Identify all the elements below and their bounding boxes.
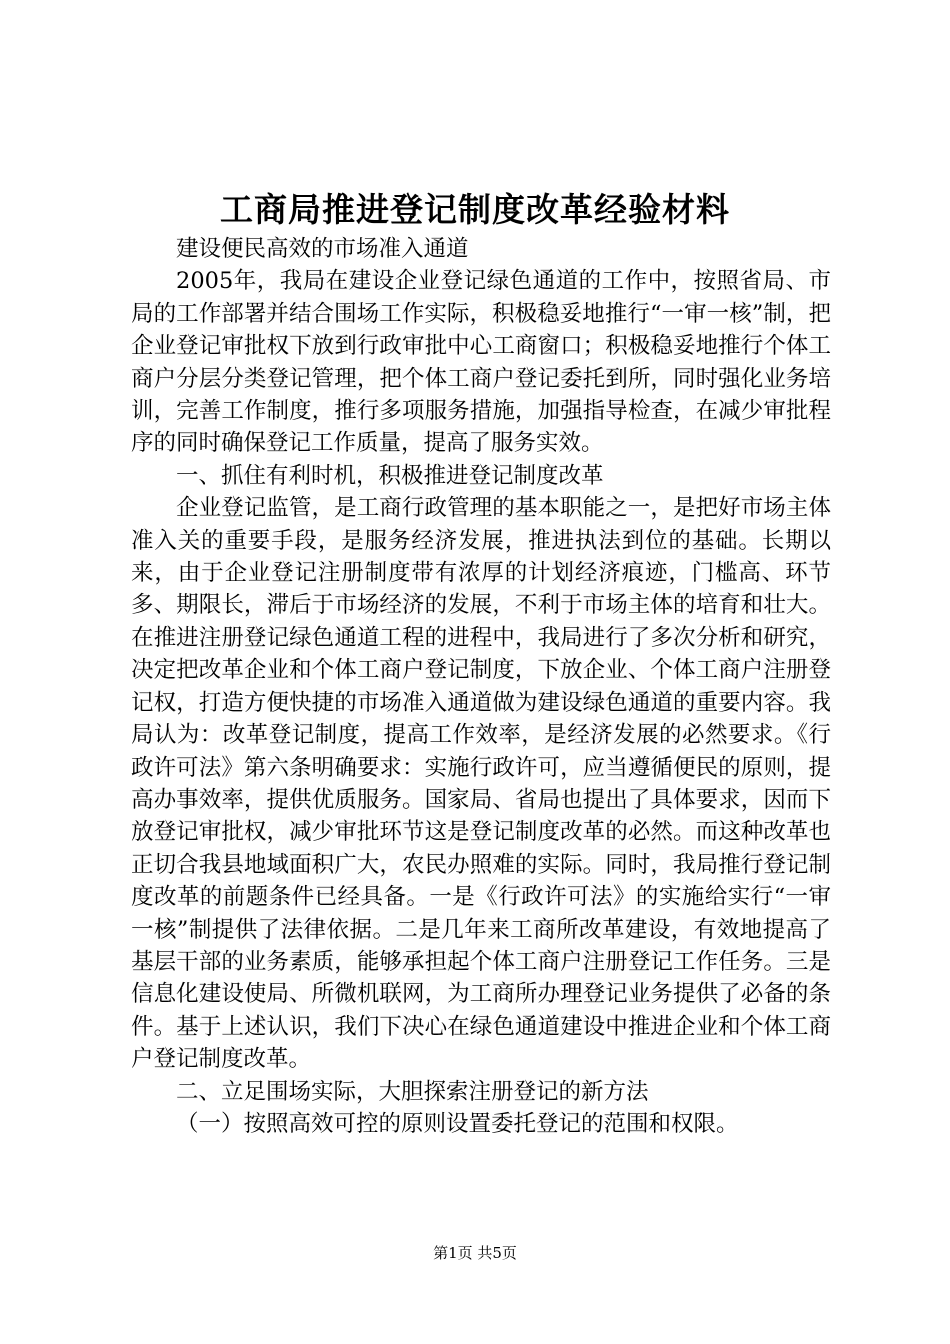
document-body — [131, 233, 831, 1140]
document-title: 工商局推进登记制度改革经验材料 — [220, 190, 730, 229]
page-footer: 第1页 共5页 — [433, 1244, 517, 1262]
paragraph-subtitle: 建设便民高效的市场准入通道 — [176, 236, 469, 262]
section-heading-1: 一、抓住有利时机，积极推进登记制度改革 — [176, 462, 604, 489]
subsection-heading-1: （一）按照高效可控的原则设置委托登记的范围和权限。 — [176, 1110, 739, 1137]
paragraph-intro: 2005年，我局在建设企业登记绿色通道的工作中，按照省局、市局的工作部署并结合围场工作实际，积极稳妥地推行“一审一核”制，把企业登记审批权下放到行政审批中心工商窗口；积极稳妥地推行个体工商户分层分类登记管理，把个体工商户登记委托到所，同时强化业务培训，完善工作制度，推行多项服务措施，加强指导检查，在减少审批程序的同时确保登记工作质量，提高了服务实效。 — [131, 268, 831, 457]
paragraph-section-1: 企业登记监管，是工商行政管理的基本职能之一，是把好市场主体准入关的重要手段，是服务经济发展，推进执法到位的基础。长期以来，由于企业登记注册制度带有浓厚的计划经济痕迹，门槛高、环节多、期限长，滞后于市场经济的发展，不利于市场主体的培育和壮大。在推进注册登记绿色通道工程的进程中，我局进行了多次分析和研究，决定把改革企业和个体工商户登记制度，下放企业、个体工商户注册登记权，打造方便快捷的市场准入通道做为建设绿色通道的重要内容。我局认为：改革登记制度，提高工作效率，是经济发展的必然要求。《行政许可法》第六条明确要求：实施行政许可，应当遵循便民的原则，提高办事效率，提供优质服务。国家局、省局也提出了具体要求，因而下放登记审批权，减少审批环节这是登记制度改革的必然。而这种改革也正切合我县地域面积广大，农民办照难的实际。同时，我局推行登记制度改革的前题条件已经具备。一是《行政许可法》的实施给实行“一审一核”制提供了法律依据。二是几年来工商所改革建设，有效地提高了基层干部的业务素质，能够承担起个体工商户注册登记工作任务。三是信息化建设使局、所微机联网，为工商所办理登记业务提供了必备的条件。基于上述认识，我们下决心在绿色通道建设中推进企业和个体工商户登记制度改革。 — [131, 495, 831, 1073]
section-heading-2: 二、立足围场实际，大胆探索注册登记的新方法 — [176, 1078, 649, 1105]
